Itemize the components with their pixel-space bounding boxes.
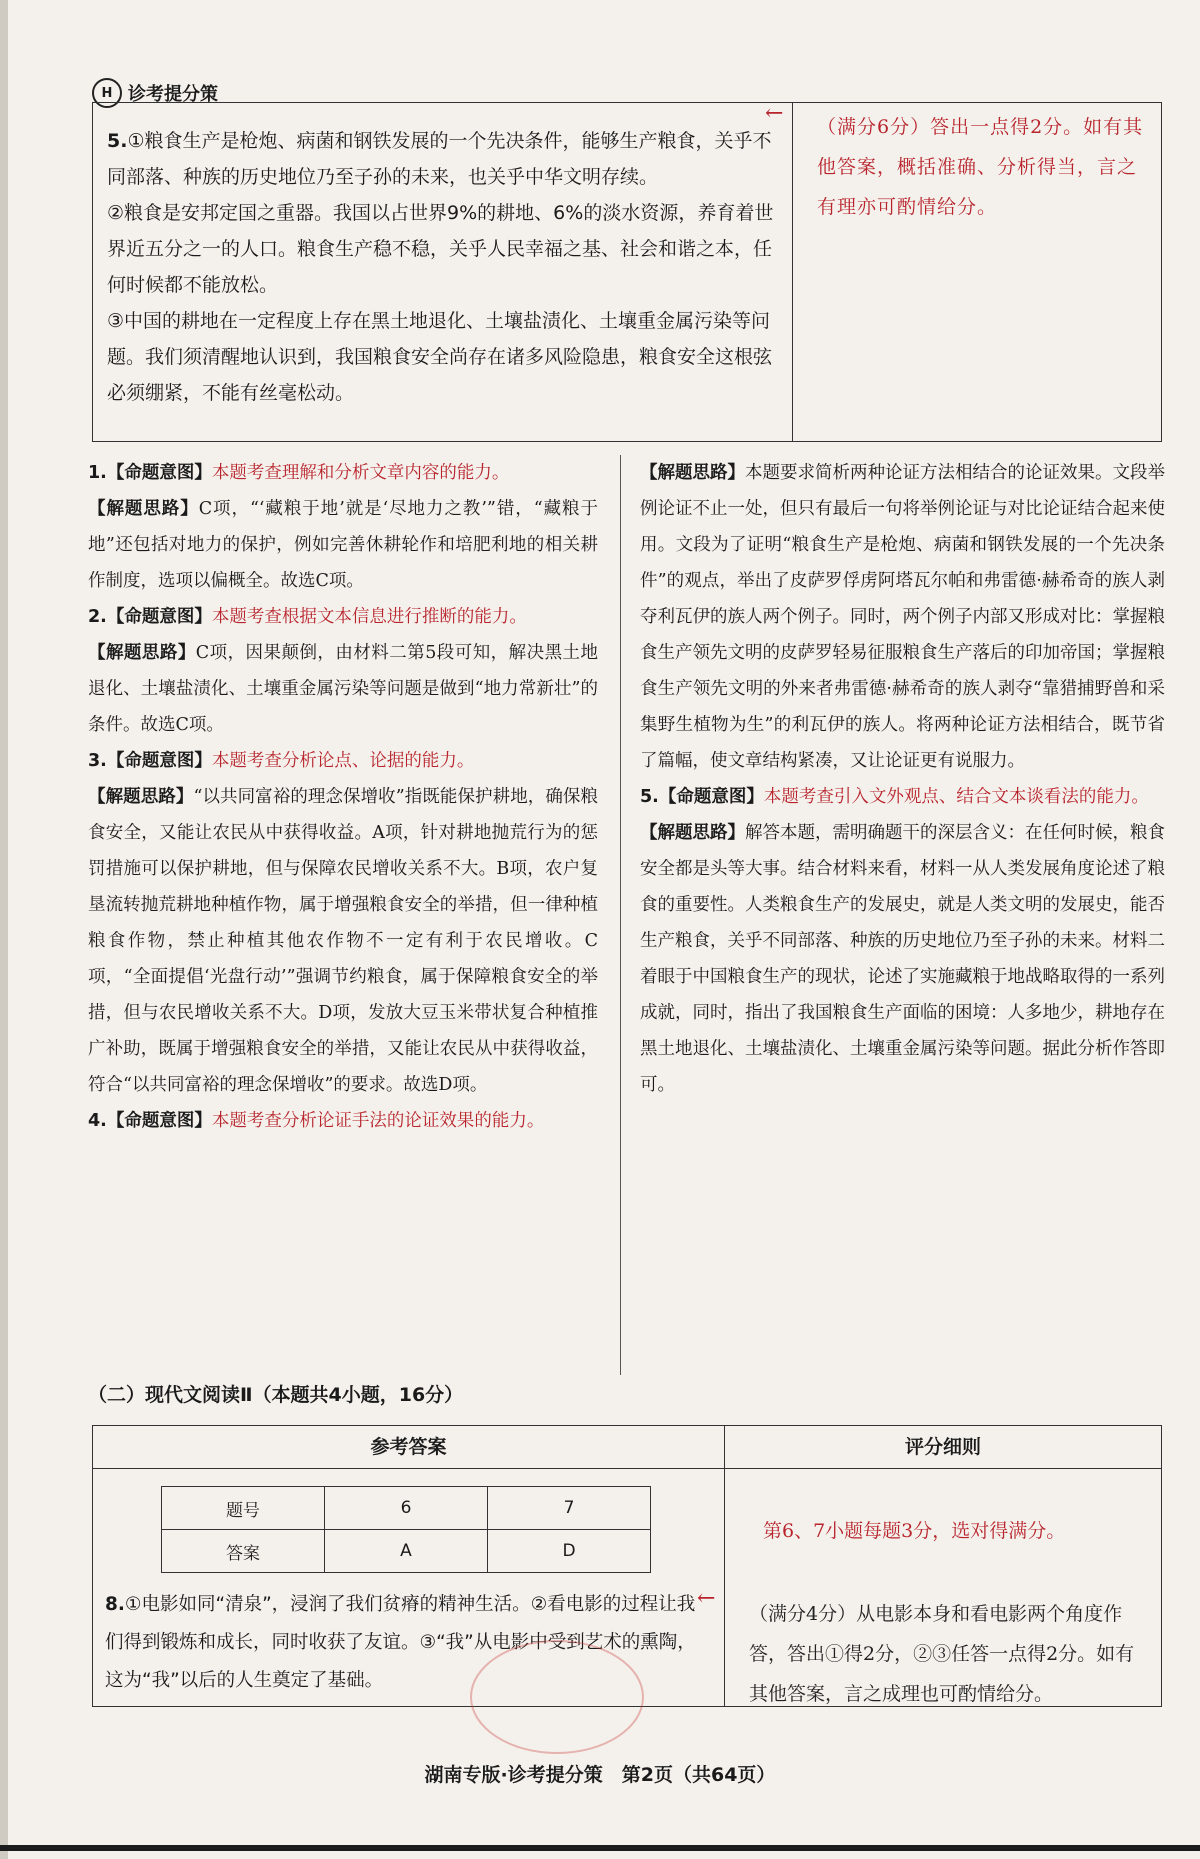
q8-text: ①电影如同“清泉”，浸润了我们贫瘠的精神生活。②看电影的过程让我们得到锻炼和成长，同时收获了友谊。③“我”从电影中受到艺术的熏陶，这为“我”以后的人生奠定了基础。: [105, 1594, 696, 1691]
reference-answer-panel: [93, 1426, 725, 1706]
q3-solution: “以共同富裕的理念保增收”指既能保护耕地，确保粮食安全，又能让农民从中获得收益。A项，针对耕地抛荒行为的惩罚措施可以保护耕地，但与保障农民增收关系不大。B项，农户复垦流转抛荒耕地种植作物，属于增强粮食安全的举措，但一律种植粮食作物，禁止种植其他农作物不一定有利于农民增收。C项，“全面提倡‘光盘行动’”强调节约粮食，属于保障粮食安全的举措，但与农民增收关系不大。D项，发放大豆玉米带状复合种植推广补助，既属于增强粮食安全的举措，又能让农民从中获得收益，符合“以共同富裕的理念保增收”的要求。故选D项。: [88, 787, 598, 1095]
header-cell: 题号: [162, 1487, 325, 1530]
q4-intent-label: 【命题意图】: [106, 1111, 212, 1131]
q4-solution-label: 【解题思路】: [640, 463, 745, 483]
scoring-panel: [697, 1426, 1161, 1706]
bottom-rule: [0, 1845, 1200, 1851]
q1-number: 1.: [88, 463, 107, 483]
section-title: （二）现代文阅读Ⅱ（本题共4小题，16分）: [88, 1384, 464, 1406]
q4-intent: 本题考查分析论证手法的论证效果的能力。: [211, 1111, 545, 1131]
choice-answer-table: [161, 1486, 651, 1573]
q2-intent: 本题考查根据文本信息进行推断的能力。: [211, 607, 527, 627]
q5-para-2: ②粮食是安邦定国之重器。我国以占世界9%的耕地、6%的淡水资源，养育着世界近五分之一的人口。粮食生产稳不稳，关乎人民幸福之基、社会和谐之本，任何时候都不能放松。: [107, 202, 774, 296]
answer-cell: D: [488, 1530, 651, 1573]
arrow-left-icon: ←: [697, 1586, 716, 1611]
header-cell: 6: [325, 1487, 488, 1530]
answer-cell: 答案: [162, 1530, 325, 1573]
q4-solution: 本题要求简析两种论证方法相结合的论证效果。文段举例论证不止一处，但只有最后一句将举例论证与对比论证结合起来使用。文段为了证明“粮食生产是枪炮、病菌和钢铁发展的一个先决条件”的观点，举出了皮萨罗俘虏阿塔瓦尔帕和弗雷德·赫希奇的族人剥夺利瓦伊的族人两个例子。同时，两个例子内部又形成对比：掌握粮食生产领先文明的皮萨罗轻易征服粮食生产落后的印加帝国；掌握粮食生产领先文明的外来者弗雷德·赫希奇的族人剥夺“靠猎捕野兽和采集野生植物为生”的利瓦伊的族人。将两种论证方法相结合，既节省了篇幅，使文章结构紧凑，又让论证更有说服力。: [640, 463, 1165, 771]
right-column: [640, 455, 1165, 1103]
q2-intent-label: 【命题意图】: [106, 607, 212, 627]
q2-solution: C项，因果颠倒，由材料二第5段可知，解决黑土地退化、土壤盐渍化、土壤重金属污染等问题是做到“地力常新壮”的条件。故选C项。: [88, 643, 598, 735]
page-footer: 湖南专版·诊考提分策 第2页（共64页）: [424, 1764, 776, 1786]
arrow-left-icon: ←: [765, 101, 784, 126]
reference-answer-heading: 参考答案: [93, 1426, 724, 1469]
left-column: [88, 455, 598, 1139]
q5-answer: [93, 103, 793, 441]
q5-para-1: ①粮食生产是枪炮、病菌和钢铁发展的一个先决条件，能够生产粮食，关乎不同部落、种族的历史地位乃至子孙的未来，也关乎中华文明存续。: [107, 130, 772, 188]
q3-number: 3.: [88, 751, 107, 771]
q4-number: 4.: [88, 1111, 107, 1131]
q5-number: 5.: [107, 130, 128, 152]
answer-cell: A: [325, 1530, 488, 1573]
q1-intent: 本题考查理解和分析文章内容的能力。: [211, 463, 510, 483]
q5-scoring: [765, 101, 1161, 441]
q5-intent-number: 5.: [640, 787, 659, 807]
header-cell: 7: [488, 1487, 651, 1530]
q1-solution: C项，“‘藏粮于地’就是‘尽地力之教’”错，“藏粮于地”还包括对地力的保护，例如完善休耕轮作和培肥利地的相关耕作制度，选项以偏概全。故选C项。: [88, 499, 599, 591]
q8-number: 8.: [105, 1594, 125, 1615]
page-edge: [0, 0, 8, 1859]
q3-intent-label: 【命题意图】: [106, 751, 212, 771]
brand-logo: H: [92, 78, 122, 108]
scoring-heading: 评分细则: [725, 1426, 1161, 1469]
q5-answer-box: [92, 102, 1162, 442]
q5-solution-label: 【解题思路】: [640, 823, 745, 843]
q3-solution-label: 【解题思路】: [88, 787, 194, 807]
q6-q7-scoring: 第6、7小题每题3分，选对得满分。: [763, 1520, 1066, 1542]
q5-para-3: ③中国的耕地在一定程度上存在黑土地退化、土壤盐渍化、土壤重金属污染等问题。我们须清醒地认识到，我国粮食安全尚存在诸多风险隐患，粮食安全这根弦必须绷紧，不能有丝毫松动。: [107, 310, 773, 404]
q5-solution: 解答本题，需明确题干的深层含义：在任何时候，粮食安全都是头等大事。结合材料来看，材料一从人类发展角度论述了粮食的重要性。人类粮食生产的发展史，就是人类文明的发展史，能否生产粮食，关乎不同部落、种族的历史地位乃至子孙的未来。材料二着眼于中国粮食生产的现状，论述了实施藏粮于地战略取得的一系列成就，同时，指出了我国粮食生产面临的困境：人多地少，耕地存在黑土地退化、土壤盐渍化、土壤重金属污染等问题。据此分析作答即可。: [640, 823, 1165, 1095]
q5-intent: 本题考查引入文外观点、结合文本谈看法的能力。: [763, 787, 1149, 807]
column-divider: [620, 455, 621, 1375]
brand-name: 诊考提分策: [128, 84, 218, 105]
q8-scoring: （满分4分）从电影本身和看电影两个角度作答，答出①得2分，②③任答一点得2分。如有其他答案，言之成理也可酌情给分。: [749, 1603, 1135, 1705]
q5-intent-label: 【命题意图】: [658, 787, 764, 807]
q2-solution-label: 【解题思路】: [88, 643, 196, 663]
q3-intent: 本题考查分析论点、论据的能力。: [211, 751, 475, 771]
q2-number: 2.: [88, 607, 107, 627]
q1-solution-label: 【解题思路】: [88, 499, 199, 519]
q5-scoring-text: （满分6分）答出一点得2分。如有其他答案，概括准确、分析得当，言之有理亦可酌情给分。: [817, 116, 1144, 218]
stamp: [470, 1640, 644, 1754]
q1-intent-label: 【命题意图】: [106, 463, 212, 483]
